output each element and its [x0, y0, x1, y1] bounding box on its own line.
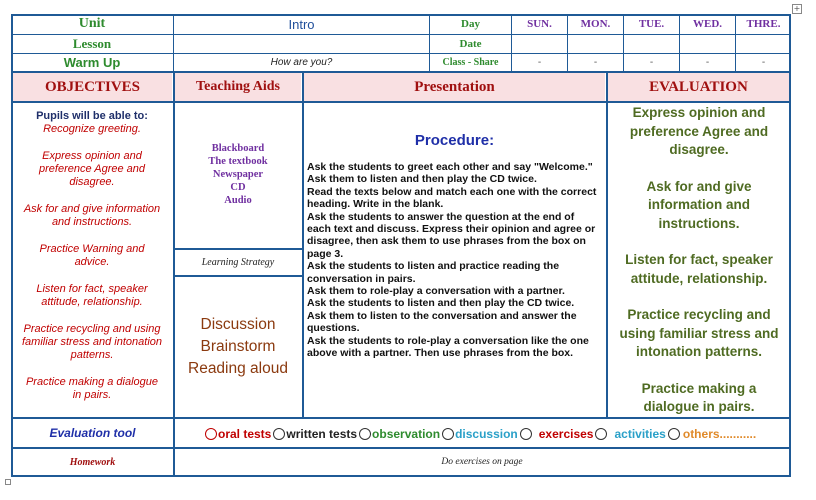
- warmup-value: How are you?: [270, 56, 333, 68]
- warmup-label: Warm Up: [63, 54, 121, 70]
- homework-value: Do exercises on page: [441, 457, 523, 467]
- evaluation-item: Express opinion and preference Agree and disagree.: [629, 105, 769, 157]
- tool-option-written-tests[interactable]: written tests: [286, 427, 358, 441]
- lesson-label: Lesson: [72, 35, 112, 51]
- procedure-step: Ask them to listen and then play the CD twice.: [307, 173, 537, 186]
- objective-item: Listen for fact, speaker attitude, relationship.: [36, 283, 148, 308]
- strategy-item: Discussion: [200, 316, 276, 333]
- unit-label: Unit: [78, 16, 106, 31]
- unit-value: Intro: [288, 16, 315, 32]
- learning-strategy-list: [174, 314, 302, 380]
- radio-circle-icon[interactable]: [205, 428, 217, 440]
- procedure-step: Read the texts below and match each one with the correct heading. Write in the blank.: [307, 185, 597, 211]
- day-tue: TUE.: [638, 18, 665, 30]
- procedure-step: Ask the students to listen and then play the CD twice.: [307, 297, 575, 310]
- day-sun: SUN.: [527, 18, 552, 30]
- aid-item: Blackboard: [211, 143, 265, 154]
- procedure-steps: [307, 161, 597, 360]
- evaluation-tool-label: Evaluation tool: [49, 426, 136, 440]
- objective-item: Practice making a dialogue in pairs.: [25, 376, 159, 401]
- radio-circle-icon[interactable]: [442, 428, 454, 440]
- objectives-list: [11, 110, 173, 416]
- day-mon: MON.: [580, 18, 611, 30]
- evaluation-tool-options: [203, 427, 756, 441]
- date-label: Date: [459, 37, 482, 50]
- tool-option-discussion[interactable]: discussion: [455, 427, 518, 441]
- radio-circle-icon[interactable]: [595, 428, 607, 440]
- radio-circle-icon[interactable]: [273, 428, 285, 440]
- evaluation-item: Listen for fact, speaker attitude, relationship.: [625, 252, 773, 286]
- evaluation-list: [609, 104, 789, 435]
- class-value-sun: -: [537, 56, 542, 68]
- learning-strategy-label: Learning Strategy: [201, 257, 275, 268]
- objectives-intro: Pupils will be able to:: [36, 110, 148, 122]
- class-value-mon: -: [593, 56, 598, 68]
- aid-item: CD: [230, 182, 246, 193]
- tool-option-oral-tests[interactable]: oral tests: [218, 427, 272, 441]
- class-value-wed: -: [705, 56, 710, 68]
- procedure-step: Ask them to listen to the conversation and answer the questions.: [307, 309, 577, 335]
- objective-item: Ask for and give information and instructions.: [23, 203, 161, 228]
- homework-label: Homework: [69, 456, 116, 468]
- table-resize-handle-icon[interactable]: [5, 479, 11, 485]
- tool-option-observation[interactable]: observation: [372, 427, 441, 441]
- objective-item: Practice Warning and advice.: [39, 243, 145, 268]
- day-wed: WED.: [692, 18, 723, 30]
- day-label: Day: [461, 18, 480, 30]
- aid-item: Newspaper: [212, 169, 264, 180]
- procedure-step: Ask the students to answer the question at the end of each text and discuss. Express their opinion and agree or disagree, then ask them to use phrases from the box on page 3.: [307, 210, 596, 260]
- aid-item: Audio: [224, 195, 252, 206]
- radio-circle-icon[interactable]: [359, 428, 371, 440]
- objective-item: Recognize greeting.: [43, 123, 141, 135]
- class-value-tue: -: [649, 56, 654, 68]
- class-share-label: Class - Share: [442, 56, 499, 68]
- procedure-step: Ask the students to role-play a conversation like the one above with a partner. Then use phrases from the box.: [307, 334, 589, 360]
- day-thu: THRE.: [746, 18, 781, 30]
- objective-item: Express opinion and preference Agree and disagree.: [39, 150, 145, 188]
- strategy-item: Reading aloud: [188, 360, 288, 377]
- radio-circle-icon[interactable]: [668, 428, 680, 440]
- strategy-item: Brainstorm: [200, 338, 276, 355]
- evaluation-item: Ask for and give information and instructions.: [646, 178, 752, 231]
- class-value-thu: -: [761, 56, 766, 68]
- table-move-handle-icon[interactable]: +: [793, 4, 801, 13]
- lesson-value: [174, 34, 429, 53]
- evaluation-item: Practice making a dialogue in pairs.: [641, 380, 757, 414]
- procedure-title: Procedure:: [414, 131, 495, 149]
- presentation-heading: Presentation: [304, 73, 605, 101]
- radio-circle-icon[interactable]: [520, 428, 532, 440]
- tool-option-others[interactable]: others...........: [682, 427, 757, 441]
- evaluation-item: Practice recycling and using familiar stress and intonation patterns.: [619, 307, 779, 359]
- objective-item: Practice recycling and using familiar stress and intonation patterns.: [21, 323, 162, 361]
- lesson-plan-table: [11, 14, 791, 477]
- tool-option-activities[interactable]: activities: [614, 427, 666, 441]
- objectives-heading: OBJECTIVES: [13, 73, 172, 101]
- tool-option-exercises[interactable]: exercises: [538, 427, 594, 441]
- teaching-aids-list: [174, 142, 302, 207]
- procedure-step: Ask the students to greet each other and say "Welcome.": [307, 161, 593, 173]
- aid-item: The textbook: [208, 156, 268, 167]
- evaluation-heading: EVALUATION: [608, 73, 789, 101]
- procedure-step: Ask them to role-play a conversation with a partner.: [307, 285, 565, 298]
- teaching-aids-heading: Teaching Aids: [175, 73, 301, 101]
- procedure-step: Ask the students to listen and practice reading the conversation in pairs.: [307, 260, 560, 285]
